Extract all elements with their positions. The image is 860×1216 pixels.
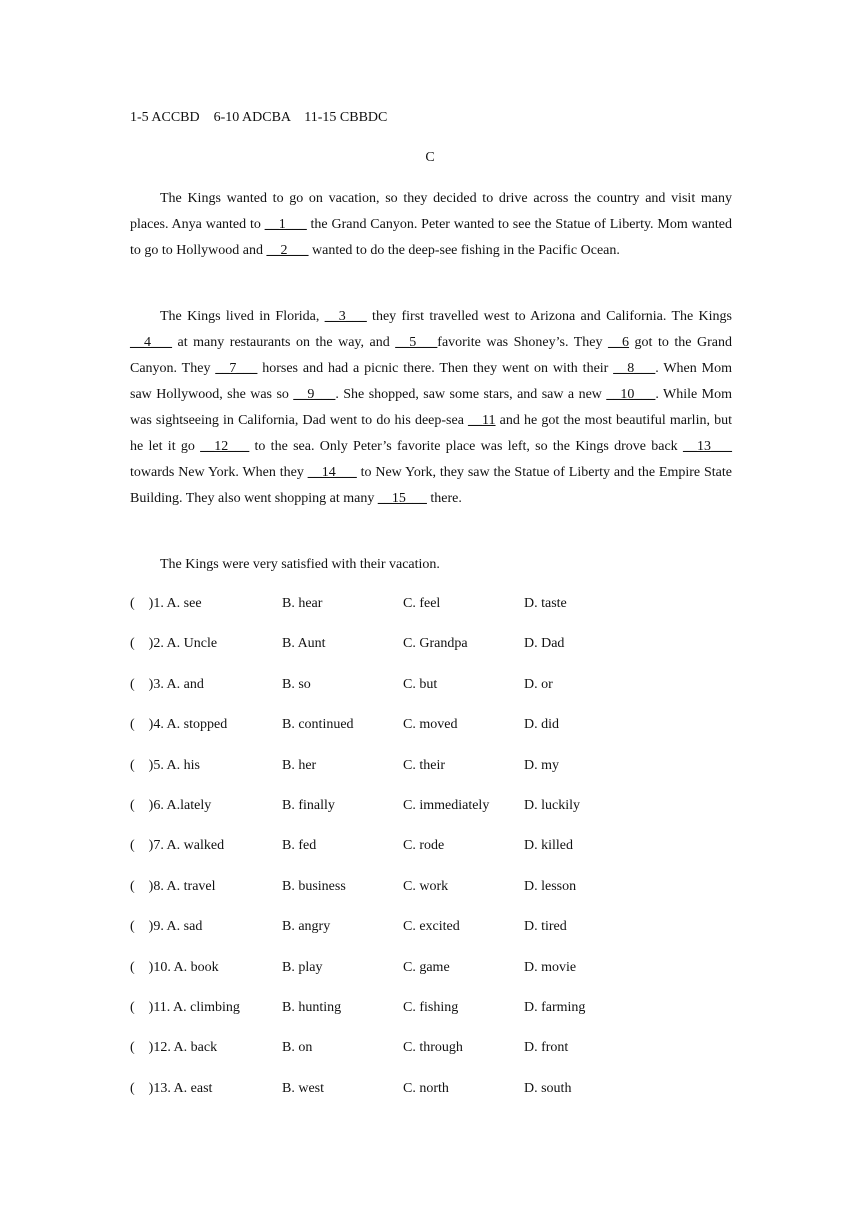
question-stem: ( )13. A. east [130, 1080, 213, 1096]
question-row [130, 878, 732, 918]
option-d: D. luckily [524, 797, 580, 813]
option-b: B. Aunt [282, 636, 326, 652]
option-d: D. or [524, 676, 553, 692]
question-stem: ( )11. A. climbing [130, 999, 240, 1015]
question-stem: ( )1. A. see [130, 596, 202, 611]
option-c: C. excited [403, 919, 460, 935]
passage-paragraph-3 [130, 552, 732, 578]
option-d: D. did [524, 717, 559, 733]
question-row [130, 716, 732, 756]
question-row [130, 999, 732, 1039]
option-c: C. moved [403, 717, 458, 733]
option-d: D. south [524, 1080, 572, 1096]
question-row [130, 757, 732, 797]
question-row [130, 1039, 732, 1079]
section-heading: C [425, 150, 435, 165]
option-c: C. immediately [403, 797, 490, 813]
paragraph-text: The Kings lived in Florida, __3___ they first travelled west to Arizona and California. The Kings __4___ at many restaurants on the way, and __5___favorite was Shoney’s. They __6 got to the Grand Canyon. They __7___ horses and had a picnic there. Then they went on with their __8___. When Mom saw Hollywood, she was so __9___. She shopped, saw some stars, and saw a new __10___. While Mom was sightseeing in California, Dad went to do his deep-sea __11 and he got the most beautiful marlin, but he let it go __12___ to the sea. Only Peter’s favorite place was left, so the Kings drove back __13___ towards New York. When they __14___ to New York, they saw the Statue of Liberty and the Empire State Building. They also went shopping at many __15___ there. [130, 309, 733, 506]
answer-blank: __4___ [130, 335, 172, 350]
answer-blank: __14___ [307, 465, 357, 480]
option-b: B. so [282, 676, 311, 692]
question-stem: ( )3. A. and [130, 676, 204, 692]
answer-blank: __10___ [606, 387, 656, 402]
option-d: D. movie [524, 959, 577, 975]
answer-blank: __5___ [395, 335, 438, 350]
answer-blank: __9___ [293, 387, 336, 402]
option-b: B. west [282, 1080, 324, 1096]
question-stem: ( )2. A. Uncle [130, 636, 218, 652]
answer-blank: __6 [608, 335, 630, 350]
question-list [130, 595, 732, 1120]
option-b: B. finally [282, 797, 335, 813]
option-d: D. taste [524, 596, 567, 611]
option-c: C. through [403, 1040, 463, 1056]
option-c: C. feel [403, 596, 441, 611]
option-d: D. killed [524, 838, 573, 854]
answer-blank: __12___ [200, 439, 250, 454]
option-b: B. angry [282, 919, 331, 935]
option-b: B. fed [282, 838, 317, 854]
option-b: B. on [282, 1040, 313, 1056]
answer-blank: __3___ [324, 309, 367, 324]
option-c: C. but [403, 676, 438, 692]
question-row [130, 676, 732, 716]
answer-blank: __15___ [377, 491, 427, 506]
option-d: D. Dad [524, 636, 565, 652]
question-row [130, 1080, 732, 1120]
answer-key: 1-5 ACCBD 6-10 ADCBA 11-15 CBBDC [130, 110, 388, 125]
question-stem: ( )4. A. stopped [130, 717, 228, 733]
option-c: C. their [403, 757, 445, 773]
answer-blank: __1___ [264, 217, 307, 232]
option-d: D. farming [524, 999, 586, 1015]
option-d: D. tired [524, 919, 567, 935]
answer-blank: __11 [468, 413, 496, 428]
question-stem: ( )6. A.lately [130, 797, 212, 813]
option-c: C. work [403, 878, 449, 894]
question-row [130, 797, 732, 837]
question-stem: ( )9. A. sad [130, 919, 203, 935]
question-stem: ( )5. A. his [130, 757, 200, 773]
answer-blank: __2___ [266, 243, 309, 258]
option-c: C. game [403, 959, 450, 975]
question-stem: ( )10. A. book [130, 959, 219, 975]
question-stem: ( )7. A. walked [130, 838, 225, 854]
question-stem: ( )8. A. travel [130, 878, 216, 894]
passage-paragraph-2 [130, 304, 732, 512]
option-c: C. north [403, 1080, 449, 1096]
option-c: C. Grandpa [403, 636, 468, 652]
option-c: C. rode [403, 838, 445, 854]
answer-blank: __8___ [613, 361, 656, 376]
option-b: B. play [282, 959, 323, 975]
option-b: B. her [282, 757, 317, 773]
option-c: C. fishing [403, 999, 459, 1015]
question-row [130, 837, 732, 877]
option-b: B. hear [282, 596, 323, 611]
option-d: D. lesson [524, 878, 577, 894]
option-b: B. continued [282, 717, 354, 733]
option-b: B. hunting [282, 999, 342, 1015]
question-stem: ( )12. A. back [130, 1040, 218, 1056]
passage-paragraph-1 [130, 186, 732, 264]
question-row [130, 959, 732, 999]
paragraph-text: The Kings wanted to go on vacation, so they decided to drive across the country and visit many places. Anya wanted to __1___ the Grand Canyon. Peter wanted to see the Statue of Liberty. Mom wanted to go to Hollywood and __2___ wanted to do the deep-see fishing in the Pacific Ocean. [130, 191, 732, 258]
answer-blank: __7___ [215, 361, 258, 376]
answer-blank: __13___ [682, 439, 732, 454]
question-row [130, 635, 732, 675]
question-row [130, 918, 732, 958]
option-d: D. my [524, 757, 559, 773]
paragraph-text: The Kings were very satisfied with their vacation. [160, 557, 440, 572]
option-d: D. front [524, 1040, 569, 1056]
option-b: B. business [282, 878, 346, 894]
question-row [130, 595, 732, 635]
